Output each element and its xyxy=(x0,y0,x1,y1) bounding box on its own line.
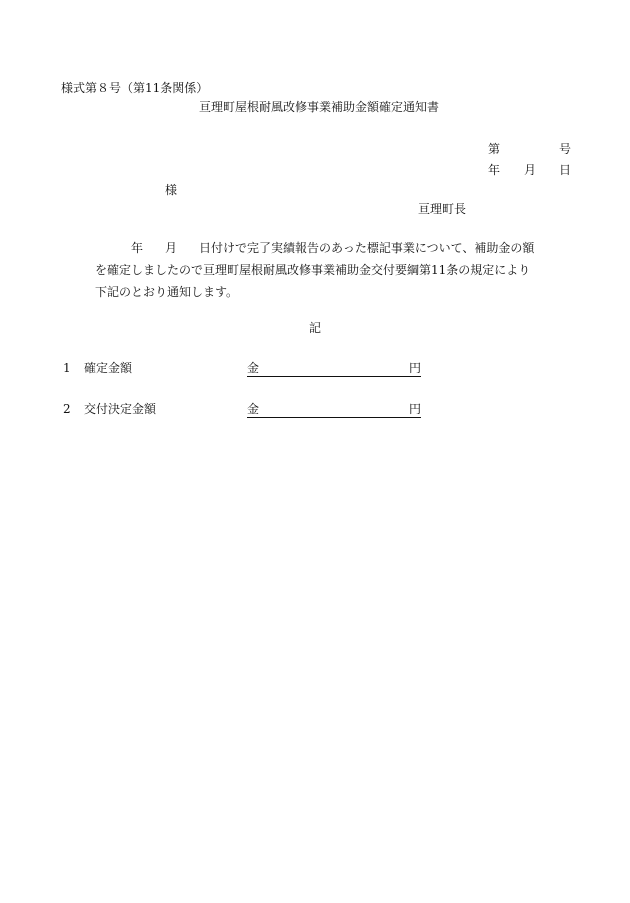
body-line-1 xyxy=(131,242,534,254)
item-number: 2 xyxy=(63,402,71,416)
amount-suffix: 円 xyxy=(408,361,421,375)
body-line-1-text: 日付けで完了実績報告のあった標記事業について、補助金の額 xyxy=(199,241,535,255)
date-month-label: 月 xyxy=(524,163,537,177)
date-year-label: 年 xyxy=(488,163,501,177)
doc-number-prefix: 第 xyxy=(488,142,501,156)
item-label: 確定金額 xyxy=(84,361,133,375)
body-year-label: 年 xyxy=(131,241,144,255)
doc-number-suffix: 号 xyxy=(559,142,572,156)
grant-decision-amount-field xyxy=(247,401,421,418)
item-number: 1 xyxy=(63,361,71,375)
item-label: 交付決定金額 xyxy=(84,402,157,416)
confirmed-amount-field xyxy=(247,360,421,377)
amount-suffix: 円 xyxy=(408,402,421,416)
body-line-3: 下記のとおり通知します。 xyxy=(95,285,239,299)
ki-heading: 記 xyxy=(309,321,322,335)
body-month-label: 月 xyxy=(165,241,178,255)
document-title: 亘理町屋根耐風改修事業補助金額確定通知書 xyxy=(199,100,440,114)
addressee-honorific: 様 xyxy=(165,183,178,197)
body-line-2: を確定しましたので亘理町屋根耐風改修事業補助金交付要綱第11条の規定により xyxy=(95,263,531,277)
amount-prefix: 金 xyxy=(247,402,260,416)
date-day-label: 日 xyxy=(559,163,572,177)
amount-prefix: 金 xyxy=(247,361,260,375)
sender-name: 亘理町長 xyxy=(418,202,467,216)
form-label: 様式第８号（第11条関係） xyxy=(61,81,209,95)
